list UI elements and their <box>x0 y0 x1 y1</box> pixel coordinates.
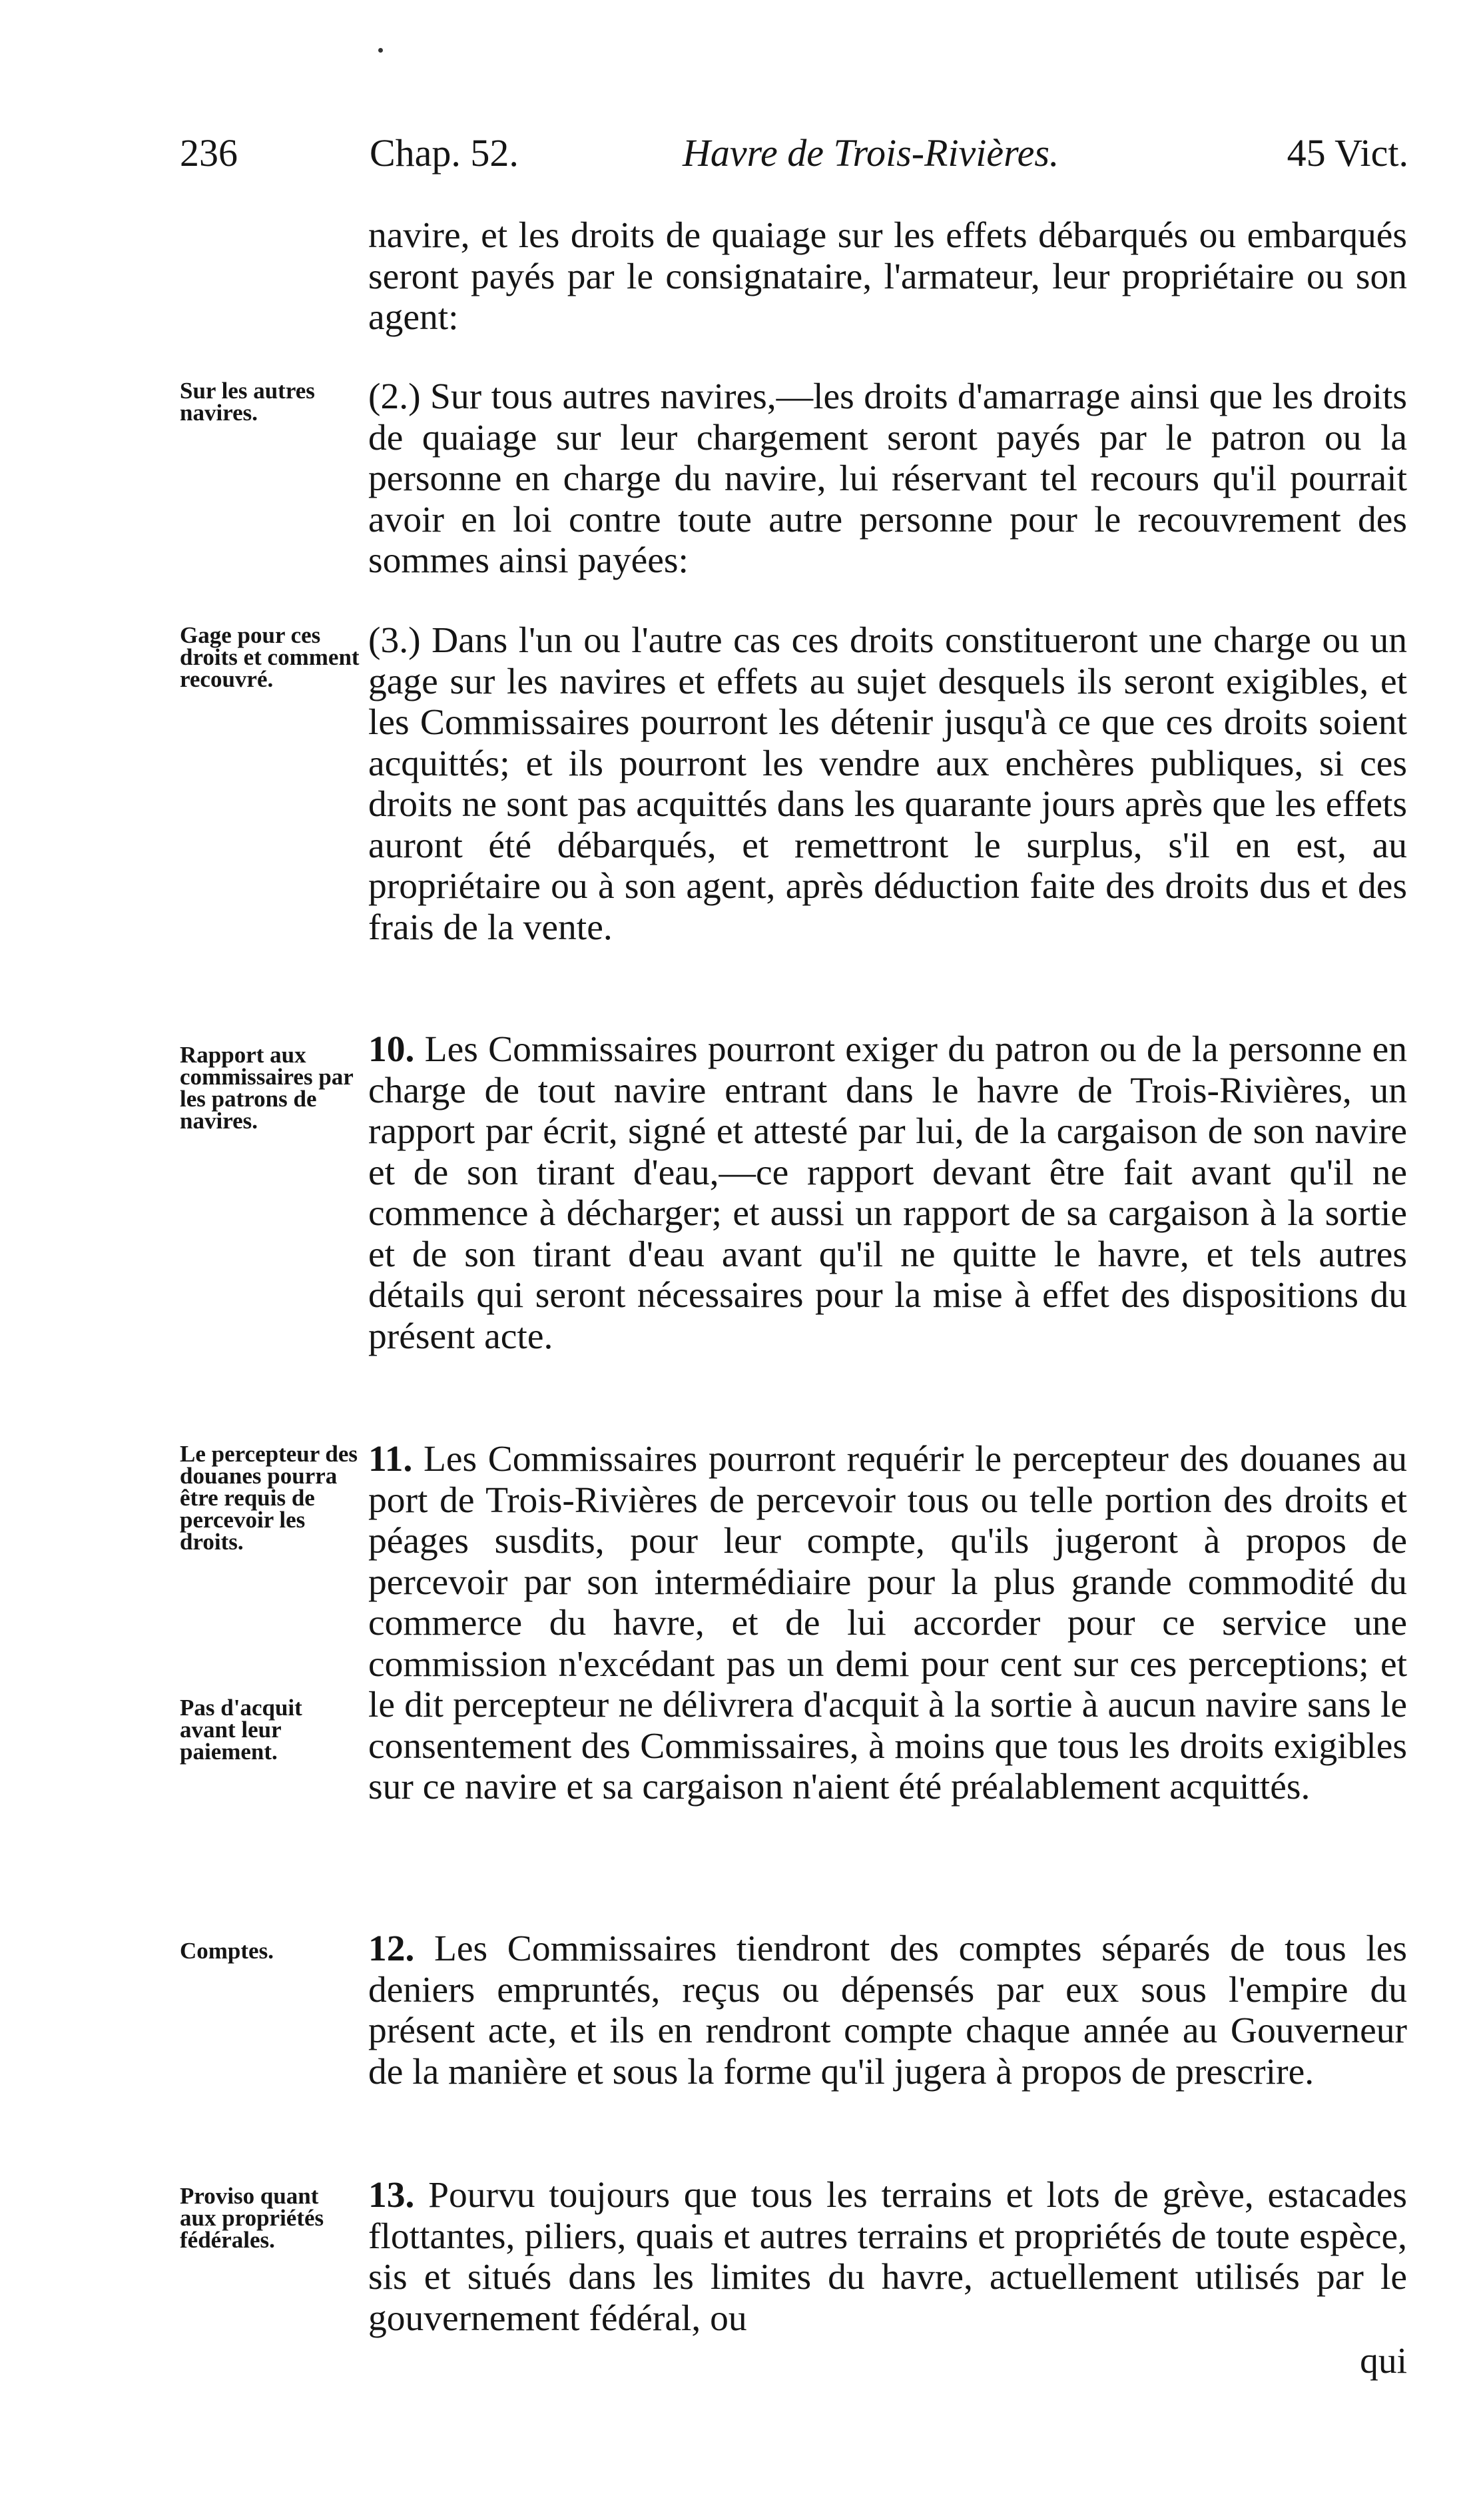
paragraph-text: Les Commissaires pourront requérir le percepteur des douanes au port de Trois-Rivières de percevoir tous ou telle portion des droits et péages susdits, pour leur compte, qu'ils jugeront à propos de percevoir par son intermédiaire pour la plus grande commodité du commerce du havre, et de lui accorder pour ce service une commission n'excédant pas un demi pour cent sur ces perceptions; et le dit percepteur ne délivrera d'acquit à la sortie à aucun navire sans le consentement des Commissaires, à moins que tous les droits exigibles sur ce navire et sa cargaison n'aient été préalablement acquittés. <box>368 1439 1407 1807</box>
paragraph-text: Les Commissaires pourront exiger du patron ou de la personne en charge de tout navire entrant dans le havre de Trois-Rivières, un rapport par écrit, signé et attesté par lui, de la cargaison de son navire et de son tirant d'eau,—ce rapport devant être fait avant qu'il ne commence à décharger; et aussi un rapport de sa cargaison à la sortie et de son tirant d'eau avant qu'il ne quitte le havre, et tels autres détails qui seront nécessaires pour la mise à effet des dispositions du présent acte. <box>368 1029 1407 1357</box>
paragraph-text: Dans l'un ou l'autre cas ces droits constitueront une charge ou un gage sur les navires et effets au sujet desquels ils seront exigibles, et les Commissaires pourront les détenir jusqu'à ce que ces droits soient acquittés; et ils pourront les vendre aux enchères publiques, si ces droits ne sont pas acquittés dans les quarante jours après que les effets auront été débarqués, et remettront le surplus, s'il en est, au propriétaire ou à son agent, après déduction faite des droits dus et des frais de la vente. <box>368 620 1407 948</box>
running-header <box>180 127 1408 180</box>
section-number: 11. <box>368 1439 413 1479</box>
ink-speck <box>378 48 383 53</box>
margin-note-no-clearance: Pas d'acquit avant leur paiement. <box>180 1695 302 1765</box>
section-number: 12. <box>368 1928 415 1969</box>
paragraph-number: (3.) <box>368 620 421 661</box>
section-number: 13. <box>368 2175 415 2216</box>
paragraph-continuation <box>368 215 1407 338</box>
page-number: 236 <box>180 131 238 175</box>
margin-note-lien: Gage pour ces droits et comment recouvré. <box>180 622 360 692</box>
catchword: qui <box>1360 2341 1407 2381</box>
paragraph-10 <box>368 1029 1407 1357</box>
regnal-year: 45 Vict. <box>1287 131 1408 175</box>
margin-note-other-ships: Sur les autres navires. <box>180 378 315 426</box>
chapter-label: Chap. 52. <box>370 131 519 175</box>
paragraph-2 <box>368 376 1407 582</box>
margin-note-collector: Le percepteur des douanes pourra être requis de percevoir les droits. <box>180 1441 358 1555</box>
paragraph-text: Sur tous autres navires,—les droits d'amarrage ainsi que les droits de quaiage sur leur chargement seront payés par le patron ou la personne en charge du navire, lui réservant tel recours qu'il pourrait avoir en loi contre toute autre personne pour le recouvrement des sommes ainsi payées: <box>368 376 1407 581</box>
paragraph-text: Pourvu toujours que tous les terrains et lots de grève, estacades flottantes, piliers, quais et autres terrains et propriétés de toute espèce, sis et situés dans les limites du havre, actuellement utilisés par le gouvernement fédéral, ou <box>368 2175 1407 2339</box>
section-number: 10. <box>368 1029 415 1070</box>
paragraph-3 <box>368 620 1407 948</box>
margin-note-reports: Rapport aux commissaires par les patrons de navires. <box>180 1042 354 1134</box>
paragraph-11 <box>368 1439 1407 1808</box>
margin-note-proviso: Proviso quant aux propriétés fédérales. <box>180 2183 324 2253</box>
paragraph-13 <box>368 2175 1407 2339</box>
paragraph-12 <box>368 1928 1407 2092</box>
running-title: Havre de Trois-Rivières. <box>683 131 1059 175</box>
paragraph-number: (2.) <box>368 376 421 417</box>
margin-note-accounts: Comptes. <box>180 1938 274 1964</box>
paragraph-text: navire, et les droits de quaiage sur les effets débarqués ou embarqués seront payés par le consignataire, l'armateur, leur propriétaire ou son agent: <box>368 215 1407 338</box>
paragraph-text: Les Commissaires tiendront des comptes séparés de tous les deniers empruntés, reçus ou dépensés par eux sous l'empire du présent acte, et ils en rendront compte chaque année au Gouverneur de la manière et sous la forme qu'il jugera à propos de prescrire. <box>368 1928 1407 2092</box>
